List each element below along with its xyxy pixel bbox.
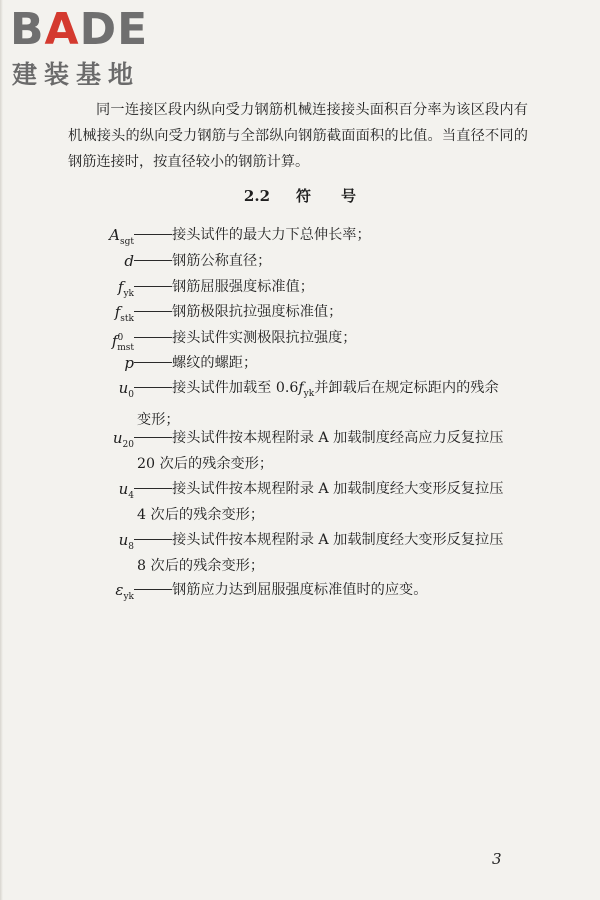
symbol-term: $f^0_{mst}$ bbox=[111, 332, 134, 353]
symbol-description: 钢筋屈服强度标准值； bbox=[172, 279, 314, 295]
bade-logo bbox=[6, 4, 176, 90]
symbol-description: 接头试件按本规程附录 A 加载制度经大变形反复拉压 8 次后的残余变形； bbox=[137, 532, 504, 574]
page-number: 3 bbox=[492, 850, 502, 868]
symbol-description: 钢筋极限抗拉强度标准值； bbox=[172, 304, 343, 320]
symbol-term: $f_{yk}$ bbox=[117, 278, 134, 299]
logo-subtitle: 建装基地 bbox=[12, 60, 141, 89]
symbol-description: 钢筋应力达到屈服强度标准值时的应变。 bbox=[172, 582, 428, 598]
logo-wordmark: BADE bbox=[10, 4, 149, 55]
symbol-description: 接头试件加载至 $0.6f_{yk}$并卸载后在规定标距内的残余 变形； bbox=[137, 380, 499, 428]
intro-paragraph: 同一连接区段内纵向受力钢筋机械连接接头面积百分率为该区段内有机械接头的纵向受力钢筋与全部纵向钢筋截面面积的比值。当直径不同的钢筋连接时，按直径较小的钢筋计算。 bbox=[68, 102, 528, 170]
symbol-description: 钢筋公称直径； bbox=[172, 253, 272, 269]
section-number: 2.2 bbox=[243, 187, 271, 205]
scan-edge bbox=[0, 0, 3, 900]
symbol-description: 螺纹的螺距； bbox=[172, 355, 258, 371]
section-heading bbox=[0, 186, 600, 206]
symbol-term: p bbox=[124, 354, 134, 372]
section-title-char-2: 号 bbox=[341, 187, 357, 205]
symbol-term: $u_0$ bbox=[118, 379, 134, 400]
symbol-term: $f_{stk}$ bbox=[114, 303, 134, 324]
symbol-term: d bbox=[124, 252, 134, 270]
symbol-description: 接头试件实测极限抗拉强度； bbox=[172, 330, 357, 346]
symbol-term: $u_{20}$ bbox=[112, 429, 134, 450]
symbol-description: 接头试件的最大力下总伸长率； bbox=[172, 227, 371, 243]
symbol-term: $u_8$ bbox=[118, 531, 134, 552]
logo-accent-letter: A bbox=[44, 4, 80, 55]
symbol-description: 接头试件按本规程附录 A 加载制度经大变形反复拉压 4 次后的残余变形； bbox=[137, 481, 504, 523]
symbol-description: 接头试件按本规程附录 A 加载制度经高应力反复拉压 20 次后的残余变形； bbox=[137, 430, 504, 472]
symbol-term: $A_{sgt}$ bbox=[109, 226, 134, 247]
section-title-char-1: 符 bbox=[296, 187, 312, 205]
symbol-term: $\varepsilon_{yk}$ bbox=[115, 581, 134, 602]
symbol-term: $u_4$ bbox=[118, 480, 134, 501]
